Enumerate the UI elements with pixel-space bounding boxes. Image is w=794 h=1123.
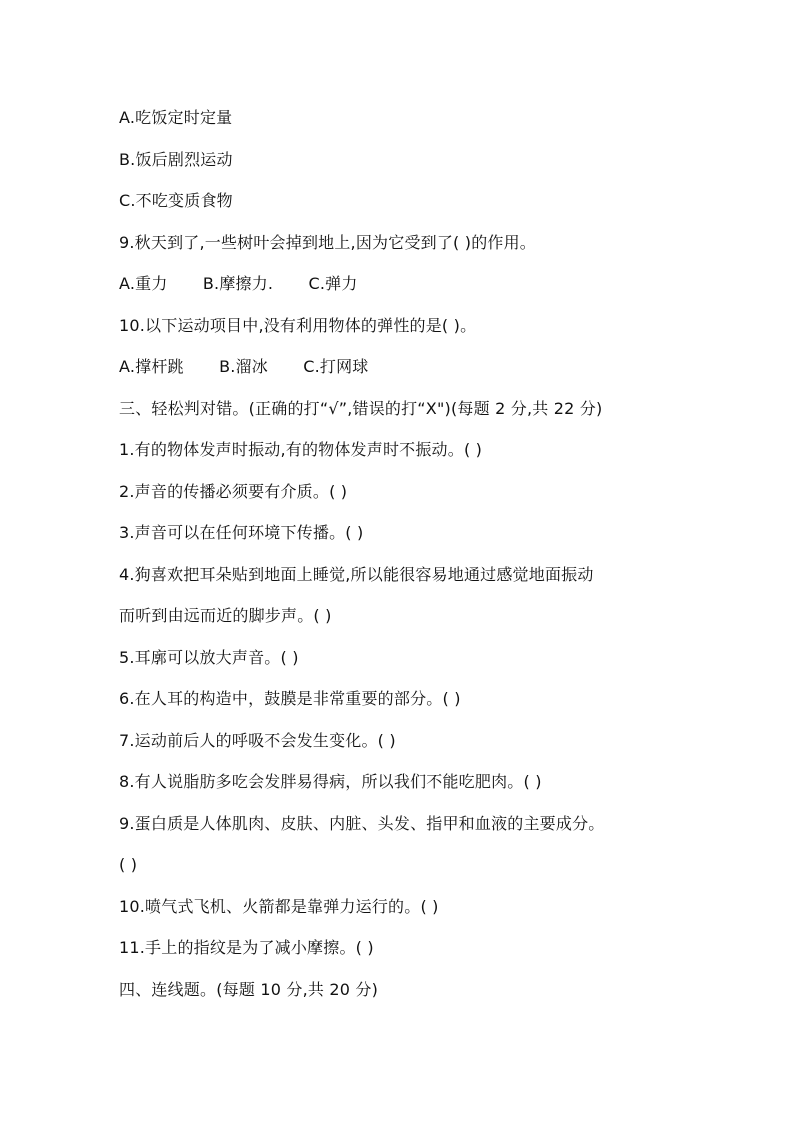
question-10-options <box>119 352 719 394</box>
option-text: A.撑杆跳 <box>119 357 184 376</box>
option-text: B.摩擦力. <box>202 274 274 293</box>
option-b-line: B.饭后剧烈运动 <box>119 149 233 169</box>
question-9-options <box>119 269 719 311</box>
tf-question-4-continued: 而听到由远而近的脚步声。( ) <box>119 606 332 625</box>
option-text: A.重力 <box>119 274 168 293</box>
tf-question-10: 10.喷气式飞机、火箭都是靠弹力运行的。( ) <box>119 896 439 916</box>
tf-question-6: 6.在人耳的构造中，鼓膜是非常重要的部分。( ) <box>119 689 461 708</box>
tf-question-9: 9.蛋白质是人体肌肉、皮肤、内脏、头发、指甲和血液的主要成分。 <box>119 813 605 833</box>
question-10: 10.以下运动项目中,没有利用物体的弹性的是( )。 <box>119 315 477 335</box>
tf-question-11: 11.手上的指纹是为了减小摩擦。( ) <box>119 938 374 957</box>
tf-question-7: 7.运动前后人的呼吸不会发生变化。( ) <box>119 730 396 750</box>
option-c-line: C.不吃变质食物 <box>119 191 233 210</box>
question-list <box>119 103 719 1016</box>
section-3-heading: 三、轻松判对错。(正确的打“√”,错误的打“X")(每题 2 分,共 22 分) <box>119 398 603 418</box>
tf-question-1: 1.有的物体发声时振动,有的物体发声时不振动。( ) <box>119 440 483 459</box>
option-text: C.弹力 <box>308 274 358 293</box>
tf-question-9-continued: ( ) <box>119 855 138 874</box>
tf-question-2: 2.声音的传播必须要有介质。( ) <box>119 481 348 501</box>
tf-question-5: 5.耳廓可以放大声音。( ) <box>119 647 299 667</box>
section-4-heading: 四、连线题。(每题 10 分,共 20 分) <box>119 979 379 999</box>
tf-question-8: 8.有人说脂肪多吃会发胖易得病，所以我们不能吃肥肉。( ) <box>119 772 542 791</box>
option-text: B.溜冰 <box>219 357 268 376</box>
question-9: 9.秋天到了,一些树叶会掉到地上,因为它受到了( )的作用。 <box>119 232 537 252</box>
option-text: C.打网球 <box>303 357 369 376</box>
tf-question-3: 3.声音可以在任何环境下传播。( ) <box>119 523 364 542</box>
option-a-line: A.吃饭定时定量 <box>119 108 233 127</box>
tf-question-4: 4.狗喜欢把耳朵贴到地面上睡觉,所以能很容易地通过感觉地面振动 <box>119 564 594 584</box>
